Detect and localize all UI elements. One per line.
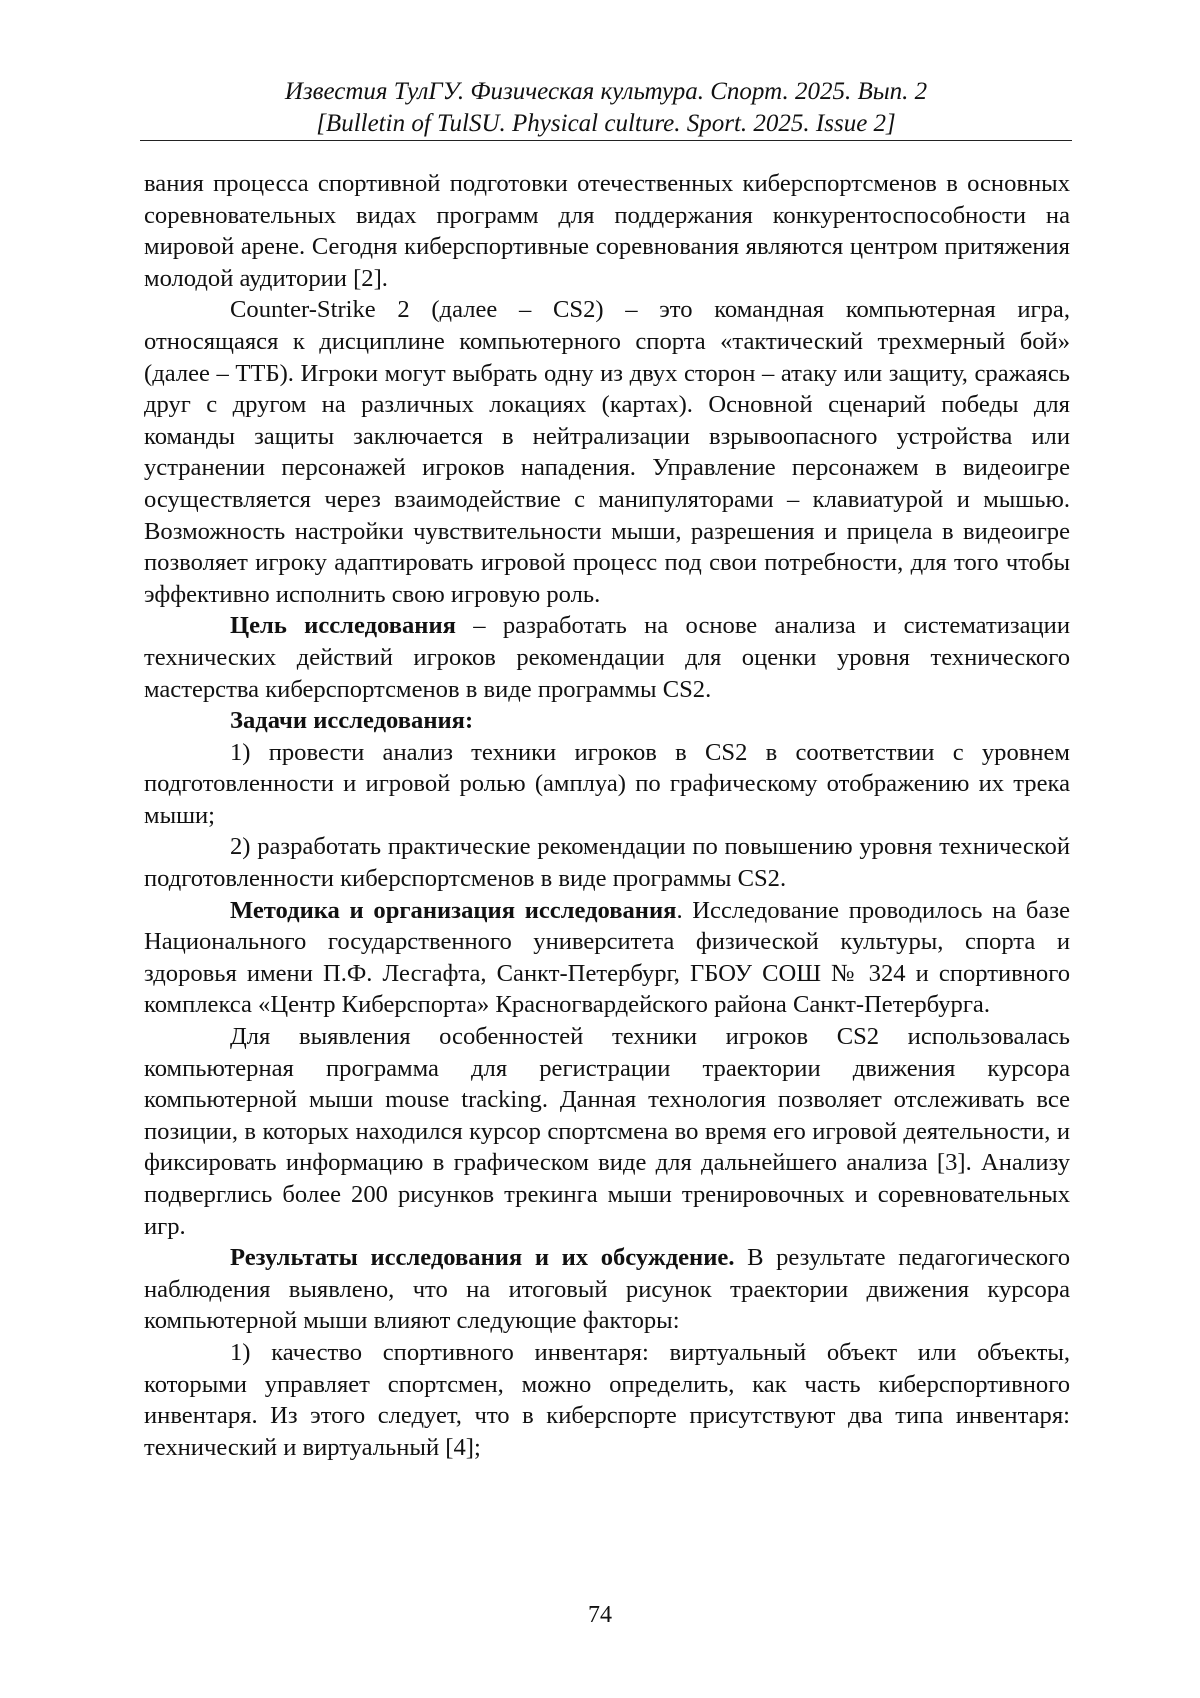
paragraph-research-goal — [144, 610, 1070, 705]
heading-methods: Методика и организация исследования — [230, 896, 677, 924]
paragraph-mouse-tracking: Для выявления особенностей техники игроков CS2 использовалась компьютерная программа для регистрации траектории движения курсора компьютерной мыши mouse tracking. Данная технология позволяет отслеживать все позиции, в которых находился курсор спортсмена во время его игровой деятельности, и фиксировать информацию в графическом виде для дальнейшего анализа [3]. Анализу подверглись более 200 рисунков трекинга мыши тренировочных и соревновательных игр. — [144, 1023, 1070, 1240]
results-text: В результате педагогического наблюдения выявлено, что на итоговый рисунок траектории движения курсора компьютерной мыши влияют следующие факторы: — [144, 1244, 1070, 1335]
factor-item-1: 1) качество спортивного инвентаря: виртуальный объект или объекты, которыми управляет спортсмен, можно определить, как часть киберспортивного инвентаря. Из этого следует, что в киберспорте присутствуют два типа инвентаря: технический и виртуальный [4]; — [144, 1338, 1070, 1461]
task-item-2: 2) разработать практические рекомендации по повышению уровня технической подготовленности киберспортсменов в виде программы CS2. — [144, 833, 1070, 893]
paragraph-continuation: вания процесса спортивной подготовки отечественных киберспортсменов в основных соревновательных видах программ для поддержания конкурентоспособности на мировой арене. Сегодня киберспортивные соревнования являются центром притяжения молодой аудитории [2]. — [144, 170, 1070, 292]
methods-text: . Исследование проводилось на базе Национального государственного университета физической культуры, спорта и здоровья имени П.Ф. Лесгафта, Санкт-Петербург, ГБОУ СОШ № 324 и спортивного комплекса «Центр Киберспорта» Красногвардейского района Санкт-Петербурга. — [144, 896, 1070, 1019]
heading-research-goal: Цель исследования — [230, 612, 456, 640]
article-body — [144, 168, 1070, 1463]
running-header-english: [Bulletin of TulSU. Physical culture. Sport. 2025. Issue 2] — [316, 110, 896, 137]
header-rule — [140, 140, 1072, 141]
page-number: 74 — [588, 1602, 612, 1628]
paragraph-cs2-description: Counter-Strike 2 (далее – CS2) – это командная компьютерная игра, относящаяся к дисциплине компьютерного спорта «тактический трехмерный бой» (далее – ТТБ). Игроки могут выбрать одну из двух сторон – атаку или защиту, сражаясь друг с другом на различных локациях (картах). Основной сценарий победы для команды защиты заключается в нейтрализации взрывоопасного устройства или устранении персонажей игроков нападения. Управление персонажем в видеоигре осуществляется через взаимодействие с манипуляторами – клавиатурой и мышью. Возможность настройки чувствительности мыши, разрешения и прицела в видеоигре позволяет игроку адаптировать игровой процесс под свои потребности, для того чтобы эффективно исполнить свою игровую роль. — [144, 296, 1070, 608]
paragraph-research-tasks — [144, 705, 1070, 737]
task-item-1: 1) провести анализ техники игроков в CS2 в соответствии с уровнем подготовленности и игровой ролью (амплуа) по графическому отображению их трека мыши; — [144, 738, 1070, 829]
heading-research-tasks: Задачи исследования: — [230, 707, 474, 735]
research-goal-text: – разработать на основе анализа и систематизации технических действий игроков рекомендации для оценки уровня технического мастерства киберспортсменов в виде программы CS2. — [144, 612, 1070, 703]
heading-results: Результаты исследования и их обсуждение. — [230, 1244, 735, 1272]
paragraph-methods — [144, 895, 1070, 1021]
running-header-russian: Известия ТулГУ. Физическая культура. Спорт. 2025. Вып. 2 — [284, 78, 928, 105]
running-header — [140, 76, 1072, 140]
paragraph-results — [144, 1242, 1070, 1337]
